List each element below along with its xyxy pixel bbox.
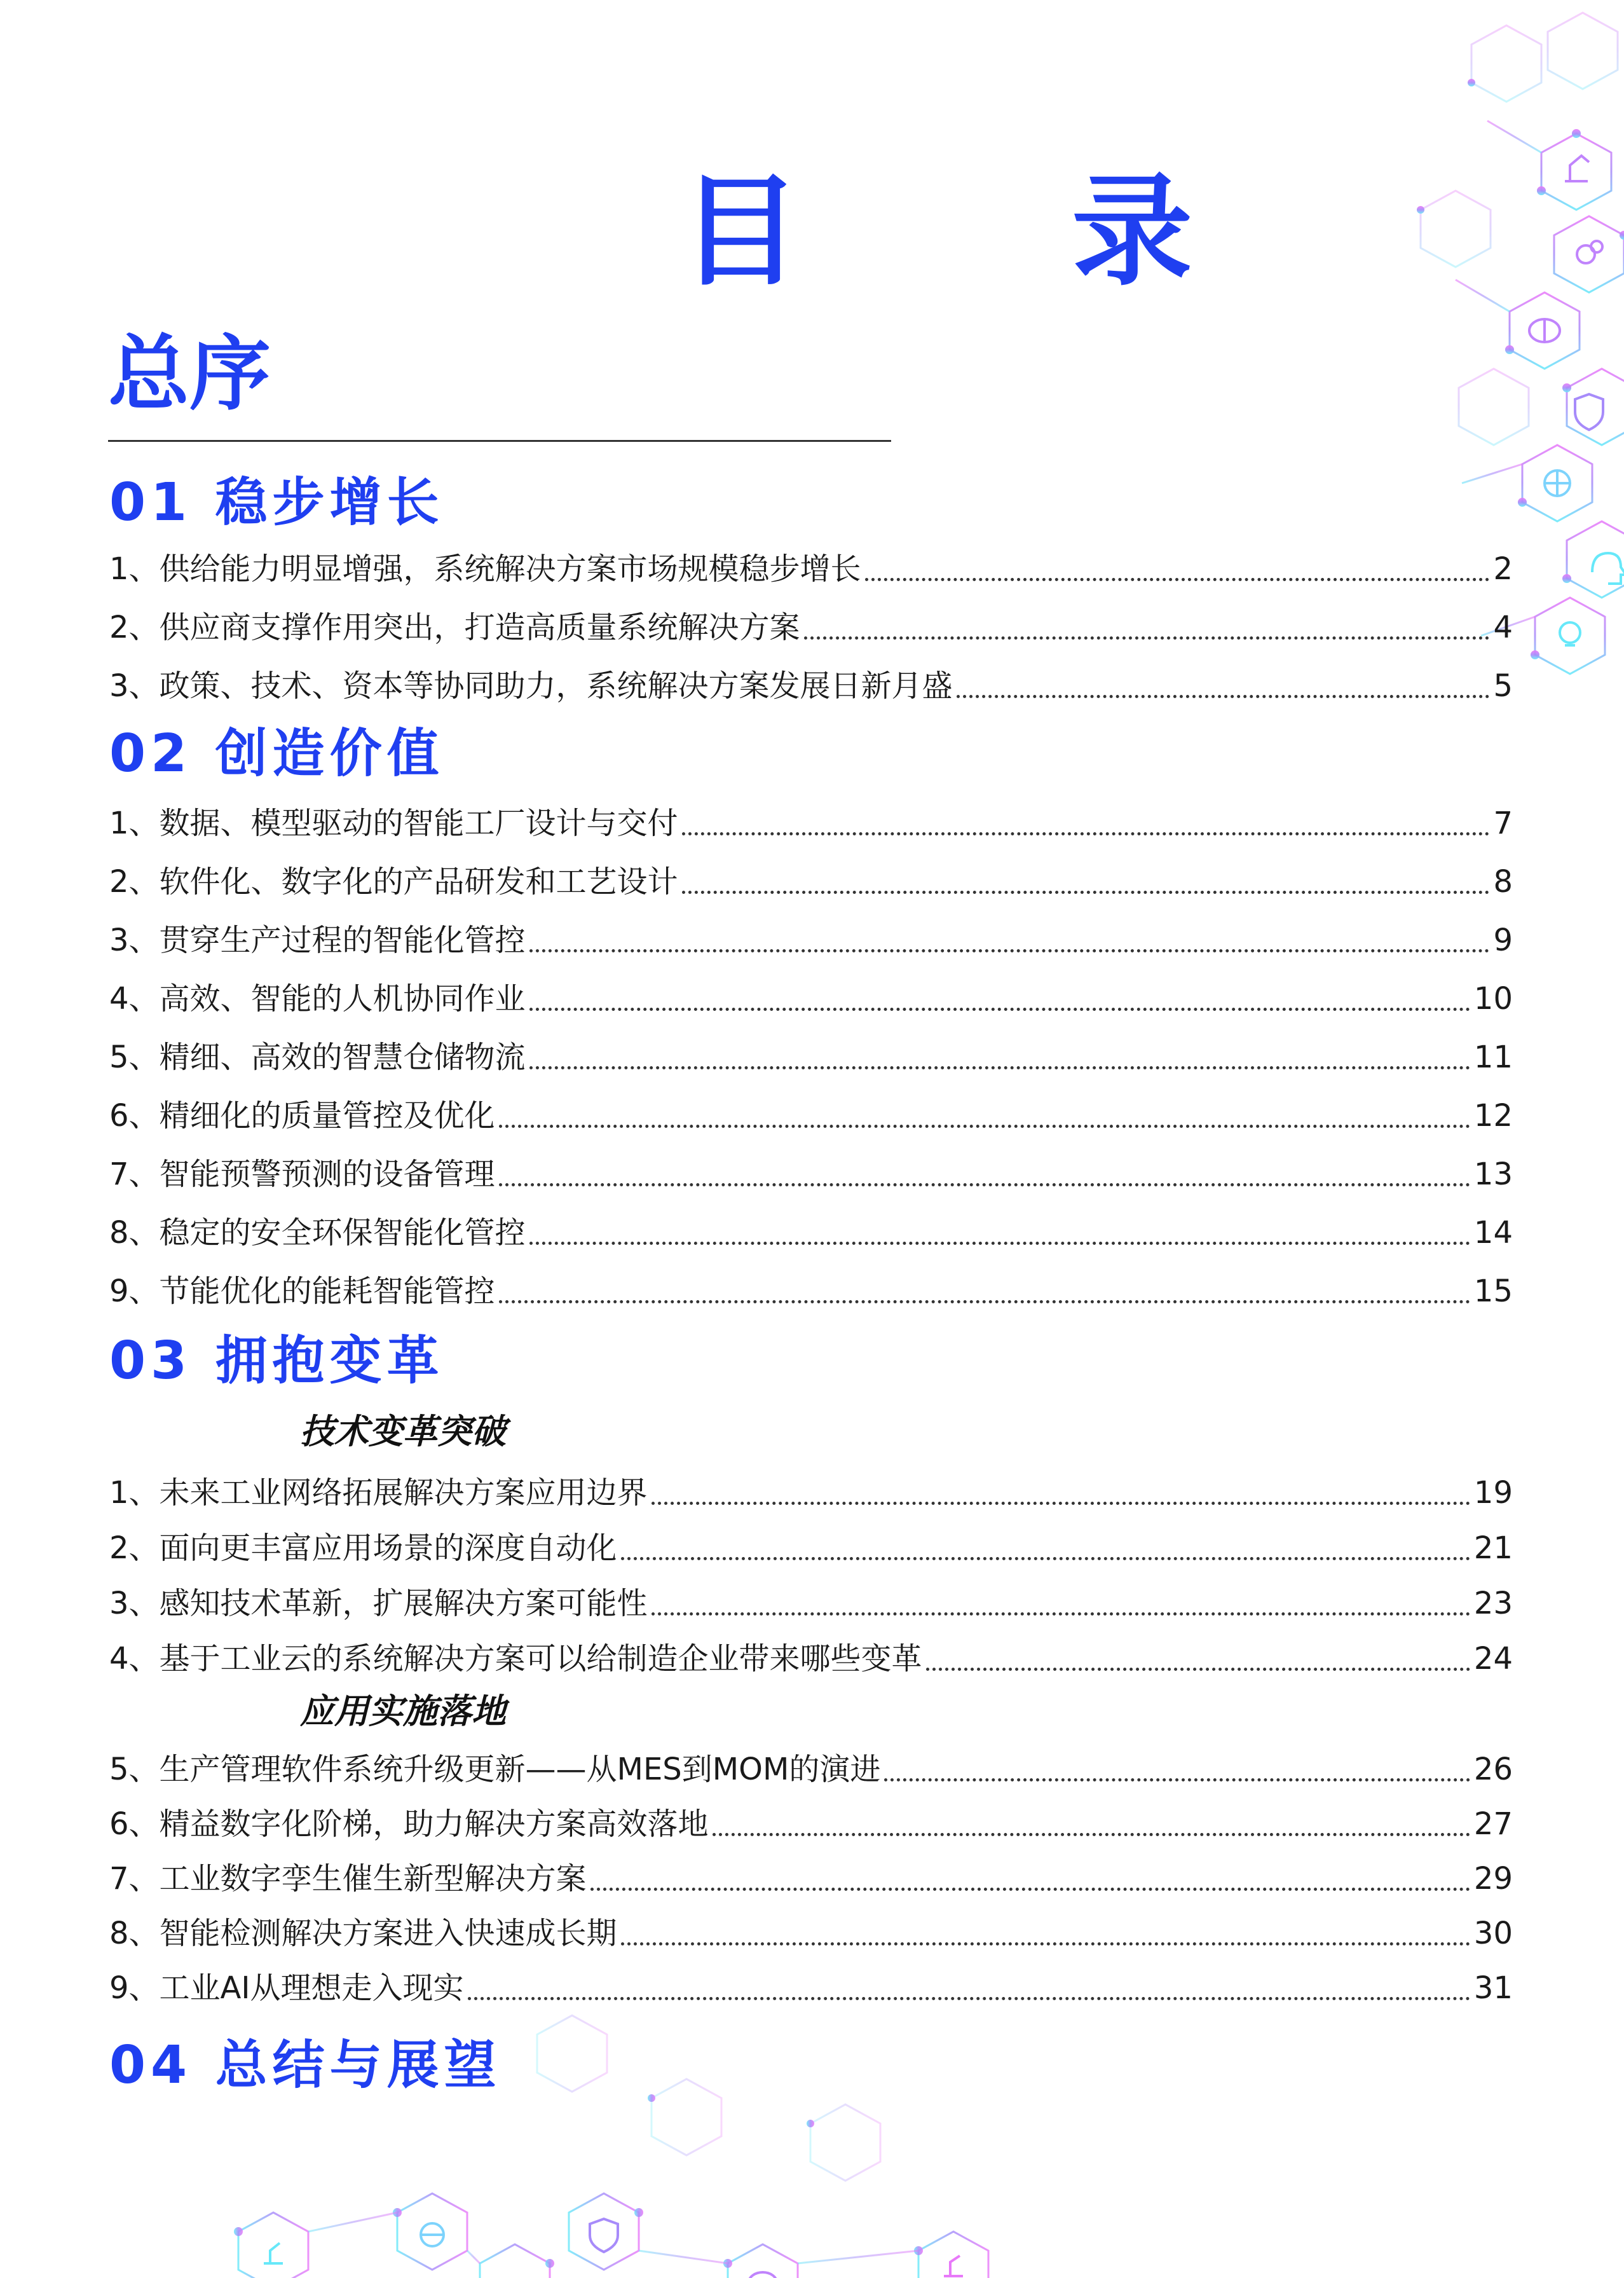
globe-icon xyxy=(421,2223,444,2246)
dot-leader xyxy=(621,1942,1470,1945)
subsection-label: 应用实施落地 xyxy=(300,1691,506,1731)
shield-icon xyxy=(1575,394,1603,430)
toc-number: 4、 xyxy=(109,1640,160,1677)
dot-leader xyxy=(652,1502,1470,1505)
toc-number: 2、 xyxy=(109,609,160,645)
toc-text: 智能预警预测的设备管理 xyxy=(159,1156,495,1192)
toc-text: 精益数字化阶梯，助力解决方案高效落地 xyxy=(159,1806,709,1842)
toc-number: 6、 xyxy=(109,1806,160,1842)
dot-leader xyxy=(926,1668,1470,1671)
toc-page-number: 5 xyxy=(1493,668,1513,704)
toc-page-number: 19 xyxy=(1473,1474,1513,1511)
brain-icon xyxy=(749,2272,777,2278)
section-heading-03: 03 拥抱变革 xyxy=(109,1331,444,1391)
toc-page-number: 8 xyxy=(1493,863,1513,900)
section-heading-02: 02 创造价值 xyxy=(109,724,444,784)
toc-number: 5、 xyxy=(109,1039,160,1075)
toc-number: 1、 xyxy=(109,1474,160,1511)
toc-text: 供给能力明显增强，系统解决方案市场规模稳步增长 xyxy=(159,551,861,587)
toc-page-number: 9 xyxy=(1493,922,1513,958)
toc-page-number: 11 xyxy=(1473,1039,1513,1075)
toc-entry[interactable] xyxy=(109,1858,1513,1898)
globe-icon xyxy=(1545,470,1570,496)
toc-page-number: 12 xyxy=(1473,1097,1513,1134)
gears-icon xyxy=(1577,241,1602,263)
dot-leader xyxy=(884,1778,1470,1781)
dot-leader xyxy=(529,1008,1470,1011)
toc-entry[interactable] xyxy=(109,1472,1513,1513)
toc-number: 2、 xyxy=(109,863,160,900)
dot-leader xyxy=(499,1125,1470,1128)
toc-number: 3、 xyxy=(109,1585,160,1621)
toc-text: 未来工业网络拓展解决方案应用边界 xyxy=(159,1474,648,1511)
toc-page-number: 4 xyxy=(1493,609,1513,645)
toc-text: 精细化的质量管控及优化 xyxy=(159,1097,495,1134)
toc-text: 节能优化的能耗智能管控 xyxy=(159,1273,495,1309)
toc-entry[interactable] xyxy=(109,1212,1513,1252)
toc-entry[interactable] xyxy=(109,1912,1513,1953)
dot-leader xyxy=(499,1183,1470,1186)
main-heading: 总序 xyxy=(108,327,271,422)
dot-leader xyxy=(804,636,1490,640)
dot-leader xyxy=(529,1066,1470,1069)
toc-entry[interactable] xyxy=(109,861,1513,902)
toc-page-number: 14 xyxy=(1473,1214,1513,1251)
toc-text: 基于工业云的系统解决方案可以给制造企业带来哪些变革 xyxy=(159,1640,922,1677)
toc-page-number: 15 xyxy=(1473,1273,1513,1309)
dot-leader xyxy=(529,949,1490,952)
toc-text: 精细、高效的智慧仓储物流 xyxy=(159,1039,526,1075)
toc-text: 软件化、数字化的产品研发和工艺设计 xyxy=(159,863,678,900)
dot-leader xyxy=(682,891,1490,894)
dot-leader xyxy=(590,1888,1470,1891)
toc-entry[interactable] xyxy=(109,919,1513,960)
toc-entry[interactable] xyxy=(109,1638,1513,1678)
head-chip-icon xyxy=(1592,553,1624,584)
toc-text: 政策、技术、资本等协同助力，系统解决方案发展日新月盛 xyxy=(159,668,953,704)
robot-arm-icon xyxy=(944,2256,963,2276)
toc-number: 1、 xyxy=(109,551,160,587)
toc-text: 生产管理软件系统升级更新——从MES到MOM的演进 xyxy=(159,1751,881,1787)
page-title: 目 录 xyxy=(680,161,1307,302)
dot-leader xyxy=(529,1242,1470,1245)
toc-number: 5、 xyxy=(109,1751,160,1787)
dot-leader xyxy=(865,578,1490,581)
toc-entry[interactable] xyxy=(109,665,1513,706)
toc-page-number: 31 xyxy=(1473,1970,1513,2006)
toc-page-number: 7 xyxy=(1493,805,1513,841)
toc-number: 9、 xyxy=(109,1273,160,1309)
toc-number: 8、 xyxy=(109,1915,160,1951)
brain-icon xyxy=(1529,319,1560,342)
toc-number: 7、 xyxy=(109,1860,160,1897)
toc-text: 面向更丰富应用场景的深度自动化 xyxy=(159,1530,617,1566)
toc-entry[interactable] xyxy=(109,1527,1513,1568)
toc-number: 1、 xyxy=(109,805,160,841)
lightbulb-icon xyxy=(1560,622,1580,645)
toc-page-number: 10 xyxy=(1473,980,1513,1017)
toc-entry[interactable] xyxy=(109,1036,1513,1077)
toc-text: 感知技术革新，扩展解决方案可能性 xyxy=(159,1585,648,1621)
dot-leader xyxy=(621,1557,1470,1560)
toc-number: 9、 xyxy=(109,1970,160,2006)
toc-text: 智能检测解决方案进入快速成长期 xyxy=(159,1915,617,1951)
toc-entry[interactable] xyxy=(109,1095,1513,1136)
toc-page-number: 13 xyxy=(1473,1156,1513,1192)
dot-leader xyxy=(713,1833,1470,1836)
toc-page-number: 21 xyxy=(1473,1530,1513,1566)
toc-page-number: 26 xyxy=(1473,1751,1513,1787)
robot-arm-icon xyxy=(1565,156,1589,181)
toc-entry[interactable] xyxy=(109,1153,1513,1194)
shield-icon xyxy=(590,2219,618,2252)
toc-number: 3、 xyxy=(109,922,160,958)
toc-page-number: 29 xyxy=(1473,1860,1513,1897)
dot-leader xyxy=(499,1300,1470,1303)
section-heading-01: 01 稳步增长 xyxy=(109,472,444,533)
toc-page-number: 30 xyxy=(1473,1915,1513,1951)
toc-text: 数据、模型驱动的智能工厂设计与交付 xyxy=(159,805,678,841)
toc-entry[interactable] xyxy=(109,978,1513,1019)
toc-page-number: 27 xyxy=(1473,1806,1513,1842)
toc-entry[interactable] xyxy=(109,802,1513,843)
toc-text: 贯穿生产过程的智能化管控 xyxy=(159,922,526,958)
toc-page-number: 24 xyxy=(1473,1640,1513,1677)
dot-leader xyxy=(682,832,1490,835)
section-heading-04: 04 总结与展望 xyxy=(109,2035,502,2096)
toc-number: 8、 xyxy=(109,1214,160,1251)
toc-entry[interactable] xyxy=(109,1748,1513,1789)
toc-entry[interactable] xyxy=(109,1582,1513,1623)
heading-divider xyxy=(108,440,891,442)
toc-entry[interactable] xyxy=(109,1803,1513,1844)
toc-entry[interactable] xyxy=(109,1270,1513,1311)
toc-number: 3、 xyxy=(109,668,160,704)
toc-number: 4、 xyxy=(109,980,160,1017)
toc-entry[interactable] xyxy=(109,607,1513,647)
toc-page-number: 23 xyxy=(1473,1585,1513,1621)
hexagon-decoration-right xyxy=(1379,0,1624,763)
toc-entry[interactable] xyxy=(109,1967,1513,2008)
dot-leader xyxy=(652,1612,1470,1616)
dot-leader xyxy=(957,695,1490,698)
toc-text: 稳定的安全环保智能化管控 xyxy=(159,1214,526,1251)
toc-text: 工业数字孪生催生新型解决方案 xyxy=(159,1860,587,1897)
toc-page-number: 2 xyxy=(1493,551,1513,587)
toc-text: 工业AI从理想走入现实 xyxy=(159,1970,464,2006)
toc-number: 6、 xyxy=(109,1097,160,1134)
toc-number: 2、 xyxy=(109,1530,160,1566)
toc-entry[interactable] xyxy=(109,548,1513,589)
subsection-label: 技术变革突破 xyxy=(300,1411,506,1451)
toc-number: 7、 xyxy=(109,1156,160,1192)
dot-leader xyxy=(468,1997,1470,2000)
toc-text: 高效、智能的人机协同作业 xyxy=(159,980,526,1017)
toc-text: 供应商支撑作用突出，打造高质量系统解决方案 xyxy=(159,609,800,645)
robot-arm-icon xyxy=(264,2243,283,2263)
